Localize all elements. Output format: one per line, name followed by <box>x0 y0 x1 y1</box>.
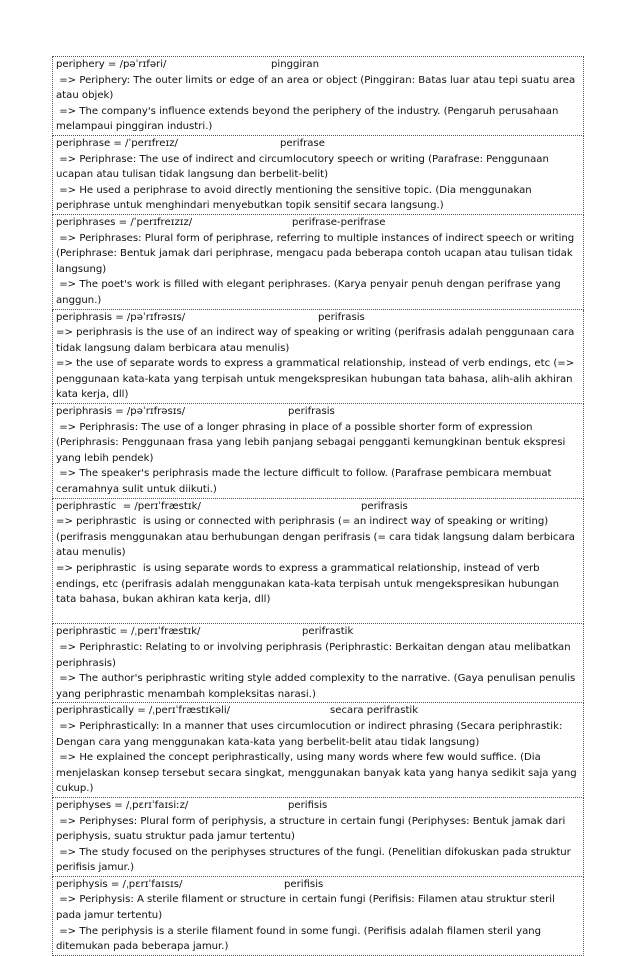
entry-definition-line: => periphrasis is the use of an indirect way of speaking or writing (perifrasis adalah penggunaan cara tidak langsung dalam berbicara atau menulis) <box>56 327 578 354</box>
entry-definition-line: => Periphery: The outer limits or edge of an area or object (Pinggiran: Batas luar atau tepi suatu area atau objek) <box>56 74 579 102</box>
entry-term: periphrase = /ˈperɪfreɪz/ <box>56 137 178 149</box>
glossary-entry <box>52 703 584 798</box>
entry-definition-line: => periphrastic is using separate words to express a grammatical relationship, instead of verb endings, etc (perifrasis adalah menggunakan kata-kata terpisah untuk mengekspresikan hubungan tata bahasa, bukan akhiran kata kerja, dll) <box>56 563 563 606</box>
entry-heading <box>56 877 581 893</box>
entry-definition-line: => He used a periphrase to avoid directly mentioning the sensitive topic. (Dia menggunakan periphrase untuk menghindari menyebutkan topik sensitif secara langsung.) <box>56 184 535 212</box>
glossary-entry <box>52 624 584 703</box>
entry-definition-line: => He explained the concept periphrastically, using many words where few would suffice. (Dia menjelaskan konsep tersebut secara singkat, menggunakan banyak kata yang hanya sedikit saja yang cukup.) <box>56 752 580 795</box>
entry-term: periphysis = /ˌpɛrɪˈfaɪsɪs/ <box>56 878 183 890</box>
entry-definition-line: => Periphyses: Plural form of periphysis, a structure in certain fungi (Periphyses: Bentuk jamak dari periphysis, suatu struktur pada jamur tertentu) <box>56 815 569 843</box>
entry-definition-line: => periphrastic is using or connected with periphrasis (= an indirect way of speaking or writing) (perifrasis menggunakan atau berhubungan dengan perifrasis (= cara tidak langsung dalam berbicara atau menulis) <box>56 516 579 559</box>
entry-heading <box>56 136 581 152</box>
entry-term: periphyses = /ˌpɛrɪˈfaɪsiːz/ <box>56 799 189 811</box>
glossary-entry <box>52 215 584 310</box>
entry-translation: perifrasis <box>288 406 335 418</box>
entry-definition-line: => the use of separate words to express a grammatical relationship, instead of verb endings, etc (=> penggunaan kata-kata yang terpisah untuk mengekspresikan hubungan tata bahasa, alih-alih akhiran kata kerja, dll) <box>56 358 578 401</box>
glossary-entry <box>52 499 584 625</box>
entry-translation: perifrastik <box>302 626 354 638</box>
glossary-entry <box>52 310 584 405</box>
entry-heading <box>56 310 581 326</box>
entry-definition-line: => The company's influence extends beyond the periphery of the industry. (Pengaruh perusahaan melampaui pinggiran industri.) <box>56 105 562 133</box>
entry-definition-line: => The speaker's periphrasis made the lecture difficult to follow. (Parafrase pembicara membuat ceramahnya sulit untuk diikuti.) <box>56 468 555 496</box>
entry-definition-line: => Periphysis: A sterile filament or structure in certain fungi (Perifisis: Filamen atau struktur steril pada jamur tertentu) <box>56 894 559 922</box>
entry-definition-line: => The periphysis is a sterile filament found in some fungi. (Perifisis adalah filamen steril yang ditemukan pada beberapa jamur.) <box>56 925 545 953</box>
entry-term: periphrastic = /perɪˈfræstɪk/ <box>56 500 201 512</box>
entry-term: periphery = /pəˈrɪfəri/ <box>56 59 167 70</box>
entry-translation: perifrase <box>280 137 325 149</box>
entry-definition-line: => Periphrase: The use of indirect and circumlocutory speech or writing (Parafrase: Penggunaan ucapan atau tulisan tidak langsung dan berbelit-belit) <box>56 153 553 181</box>
entry-definition-line <box>56 608 581 624</box>
glossary-entry <box>52 56 584 136</box>
entry-definition-line: => The poet's work is filled with elegant periphrases. (Karya penyair penuh dengan perifrase yang anggun.) <box>56 279 564 306</box>
entry-translation: secara perifrastik <box>330 705 419 717</box>
glossary-entry <box>52 136 584 215</box>
glossary-entry <box>52 798 584 877</box>
entry-heading <box>56 215 581 231</box>
entry-heading <box>56 499 581 515</box>
entry-definition-line: => The study focused on the periphyses structures of the fungi. (Penelitian difokuskan pada struktur perifisis jamur.) <box>56 846 575 874</box>
entry-translation: perifisis <box>284 878 324 890</box>
entry-translation: perifisis <box>288 799 328 811</box>
entry-heading <box>56 404 581 420</box>
glossary-page <box>52 56 584 956</box>
entry-term: periphrasis = /pəˈrɪfrəsɪs/ <box>56 311 186 323</box>
entry-heading <box>56 798 581 814</box>
glossary-entry <box>52 877 584 956</box>
entry-translation: pinggiran <box>271 59 319 70</box>
entry-definition-line: => Periphrastically: In a manner that uses circumlocution or indirect phrasing (Secara periphrastik: Dengan cara yang menggunakan kata-kata yang berbelit-belit atau tidak langsung) <box>56 720 566 748</box>
entry-definition-line: => Periphrases: Plural form of periphrase, referring to multiple instances of indirect speech or writing (Periphrase: Bentuk jamak dari periphrase, mengacu pada beberapa contoh ucapan atau tulisan tidak langsung) <box>56 232 578 275</box>
entry-term: periphrasis = /pəˈrɪfrəsɪs/ <box>56 406 186 418</box>
entry-definition-line: => The author's periphrastic writing style added complexity to the narrative. (Gaya penulisan penulis yang periphrastic menambah kompleksitas narasi.) <box>56 673 579 700</box>
entry-heading <box>56 57 581 73</box>
entry-term: periphrastic = /ˌperɪˈfræstɪk/ <box>56 626 201 638</box>
entry-heading <box>56 703 581 719</box>
glossary-entry <box>52 404 584 499</box>
entry-definition-line: => Periphrasis: The use of a longer phrasing in place of a possible shorter form of expression (Periphrasis: Penggunaan frasa yang lebih panjang sebagai pengganti kemungkinan bentuk ekspresi yang lebih pendek) <box>56 421 569 464</box>
entry-term: periphrastically = /ˌperɪˈfræstɪkəli/ <box>56 705 231 717</box>
entry-heading <box>56 624 581 640</box>
entry-translation: perifrase-perifrase <box>292 216 386 228</box>
entry-definition-line: => Periphrastic: Relating to or involving periphrasis (Periphrastic: Berkaitan dengan atau melibatkan periphrasis) <box>56 641 574 669</box>
entry-term: periphrases = /ˈperɪfreɪzɪz/ <box>56 216 193 228</box>
entry-translation: perifrasis <box>361 500 408 512</box>
entry-translation: perifrasis <box>318 311 365 323</box>
